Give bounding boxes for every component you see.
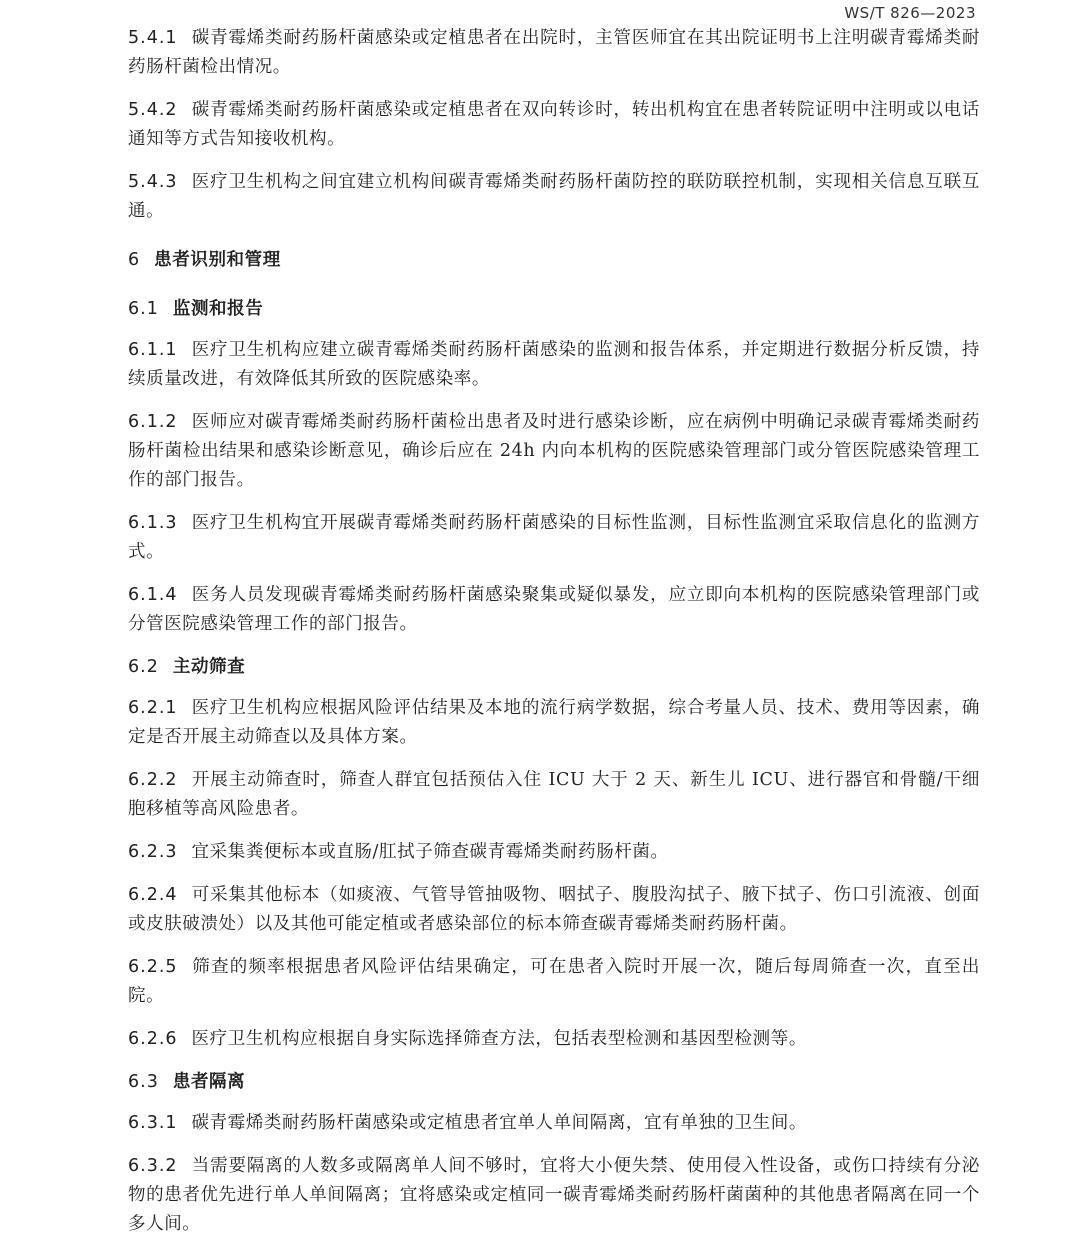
clause-number: 6.2.4 <box>128 885 178 905</box>
section-heading-6-1 <box>128 295 980 324</box>
clause-number: 5.4.3 <box>128 172 178 192</box>
clause-number: 6.3.1 <box>128 1113 178 1133</box>
clause-number: 6.1.2 <box>128 412 178 432</box>
chapter-heading-6 <box>128 246 980 275</box>
clause-6-2-5 <box>128 953 980 1011</box>
clause-text: 可采集其他标本（如痰液、气管导管抽吸物、咽拭子、腹股沟拭子、腋下拭子、伤口引流液、创面或皮肤破溃处）以及其他可能定植或者感染部位的标本筛查碳青霉烯类耐药肠杆菌。 <box>128 885 980 934</box>
clause-6-3-1 <box>128 1109 980 1138</box>
section-heading-6-2 <box>128 653 980 682</box>
clause-6-1-4 <box>128 581 980 639</box>
clause-number: 6.2.6 <box>128 1029 178 1049</box>
clause-text: 筛查的频率根据患者风险评估结果确定，可在患者入院时开展一次，随后每周筛查一次，直至出院。 <box>128 957 980 1006</box>
clause-6-1-2 <box>128 408 980 495</box>
clause-text: 宜采集粪便标本或直肠/肛拭子筛查碳青霉烯类耐药肠杆菌。 <box>191 842 669 862</box>
clause-5-4-2 <box>128 96 980 154</box>
clause-text: 碳青霉烯类耐药肠杆菌感染或定植患者宜单人单间隔离，宜有单独的卫生间。 <box>191 1113 807 1133</box>
clause-text: 医疗卫生机构应建立碳青霉烯类耐药肠杆菌感染的监测和报告体系，并定期进行数据分析反馈，持续质量改进，有效降低其所致的医院感染率。 <box>128 340 980 389</box>
clause-6-2-6 <box>128 1025 980 1054</box>
clause-5-4-1 <box>128 24 980 82</box>
clause-text: 医疗卫生机构之间宜建立机构间碳青霉烯类耐药肠杆菌防控的联防联控机制，实现相关信息互联互通。 <box>128 172 980 221</box>
heading-text: 主动筛查 <box>172 657 246 677</box>
clause-text: 当需要隔离的人数多或隔离单人间不够时，宜将大小便失禁、使用侵入性设备，或伤口持续有分泌物的患者优先进行单人单间隔离；宜将感染或定植同一碳青霉烯类耐药肠杆菌菌种的其他患者隔离在同一个多人间。 <box>128 1156 980 1234</box>
clause-text: 医务人员发现碳青霉烯类耐药肠杆菌感染聚集或疑似暴发，应立即向本机构的医院感染管理部门或分管医院感染管理工作的部门报告。 <box>128 585 980 634</box>
clause-6-2-1 <box>128 694 980 752</box>
clause-number: 6.3.2 <box>128 1156 178 1176</box>
clause-number: 6.2.3 <box>128 842 178 862</box>
clause-text: 碳青霉烯类耐药肠杆菌感染或定植患者在出院时，主管医师宜在其出院证明书上注明碳青霉烯类耐药肠杆菌检出情况。 <box>128 28 980 77</box>
clause-number: 6.2.5 <box>128 957 178 977</box>
clause-6-1-3 <box>128 509 980 567</box>
document-code: WS/T 826—2023 <box>844 4 976 22</box>
clause-text: 医疗卫生机构宜开展碳青霉烯类耐药肠杆菌感染的目标性监测，目标性监测宜采取信息化的监测方式。 <box>128 513 980 562</box>
heading-number: 6.3 <box>128 1072 159 1092</box>
clause-number: 5.4.1 <box>128 28 178 48</box>
clause-6-3-2 <box>128 1152 980 1239</box>
heading-number: 6.2 <box>128 657 159 677</box>
clause-text: 医疗卫生机构应根据自身实际选择筛查方法，包括表型检测和基因型检测等。 <box>191 1029 807 1049</box>
clause-number: 6.1.3 <box>128 513 178 533</box>
clause-6-2-3 <box>128 838 980 867</box>
clause-text: 医疗卫生机构应根据风险评估结果及本地的流行病学数据，综合考量人员、技术、费用等因素，确定是否开展主动筛查以及具体方案。 <box>128 698 980 747</box>
heading-text: 患者识别和管理 <box>154 250 281 270</box>
clause-6-2-2 <box>128 766 980 824</box>
clause-text: 医师应对碳青霉烯类耐药肠杆菌检出患者及时进行感染诊断，应在病例中明确记录碳青霉烯类耐药肠杆菌检出结果和感染诊断意见，确诊后应在 24h 内向本机构的医院感染管理部门或分管医院感染管理工作的部门报告。 <box>128 412 980 490</box>
document-body <box>128 24 980 1253</box>
clause-text: 碳青霉烯类耐药肠杆菌感染或定植患者在双向转诊时，转出机构宜在患者转院证明中注明或以电话通知等方式告知接收机构。 <box>128 100 980 149</box>
clause-number: 5.4.2 <box>128 100 178 120</box>
clause-number: 6.2.2 <box>128 770 178 790</box>
clause-5-4-3 <box>128 168 980 226</box>
heading-text: 患者隔离 <box>172 1072 246 1092</box>
clause-number: 6.2.1 <box>128 698 178 718</box>
heading-text: 监测和报告 <box>172 299 264 319</box>
clause-number: 6.1.4 <box>128 585 178 605</box>
section-heading-6-3 <box>128 1068 980 1097</box>
clause-text: 开展主动筛查时，筛查人群宜包括预估入住 ICU 大于 2 天、新生儿 ICU、进行器官和骨髓/干细胞移植等高风险患者。 <box>128 770 980 819</box>
heading-number: 6.1 <box>128 299 159 319</box>
clause-6-1-1 <box>128 336 980 394</box>
heading-number: 6 <box>128 250 141 270</box>
clause-6-2-4 <box>128 881 980 939</box>
clause-number: 6.1.1 <box>128 340 178 360</box>
